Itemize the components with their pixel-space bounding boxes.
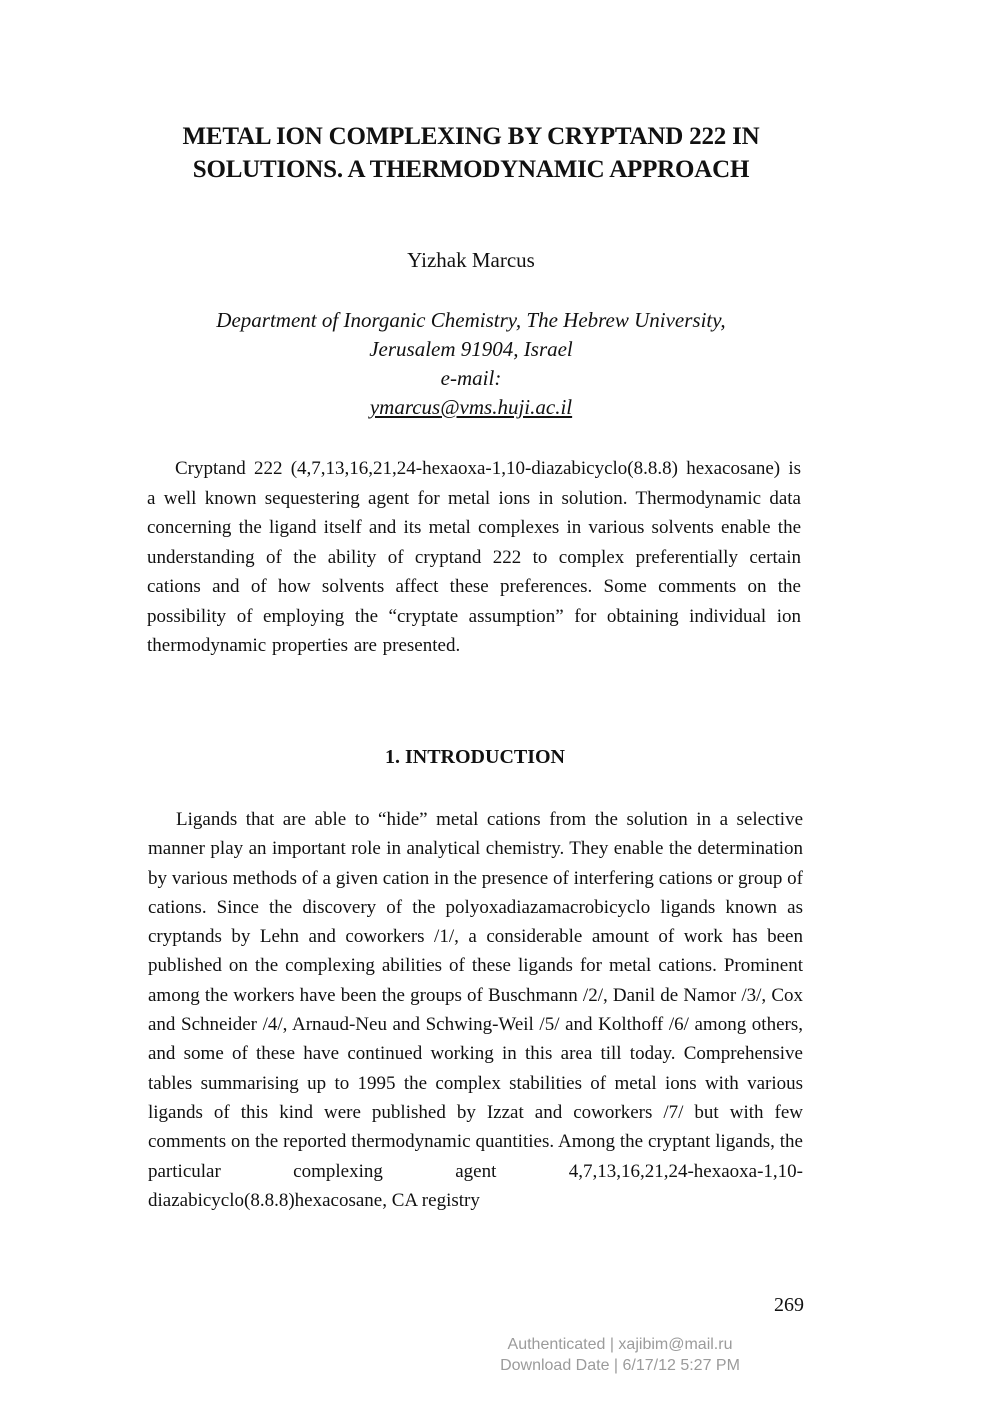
abstract-paragraph: Cryptand 222 (4,7,13,16,21,24-hexaoxa-1,10-diazabicyclo(8.8.8) hexacosane) is a well known sequestering agent for metal ions in solution. Thermodynamic data concerning the ligand itself and its metal complexes in various solvents enable the understanding of the ability of cryptand 222 to complex preferentially certain cations and of how solvents affect these preferences. Some comments on the possibility of employing the “cryptate assumption” for obtaining individual ion thermodynamic properties are presented. bbox=[147, 458, 801, 656]
affiliation bbox=[100, 306, 842, 422]
article-title bbox=[100, 120, 842, 186]
email-line bbox=[100, 364, 842, 422]
watermark-line-1: Authenticated | xajibim@mail.ru bbox=[507, 1336, 733, 1353]
watermark-line-2: Download Date | 6/17/12 5:27 PM bbox=[500, 1357, 740, 1374]
download-watermark bbox=[470, 1334, 770, 1376]
page-number: 269 bbox=[774, 1294, 804, 1316]
section-heading: 1. INTRODUCTION bbox=[384, 746, 566, 768]
title-line-1: METAL ION COMPLEXING BY CRYPTAND 222 IN bbox=[182, 123, 760, 150]
email-label: e-mail: bbox=[440, 366, 502, 390]
affiliation-line-1: Department of Inorganic Chemistry, The Hebrew University, bbox=[216, 308, 726, 332]
affiliation-line-2: Jerusalem 91904, Israel bbox=[369, 337, 573, 361]
author-name: Yizhak Marcus bbox=[407, 248, 535, 272]
email-link[interactable]: ymarcus@vms.huji.ac.il bbox=[369, 395, 573, 419]
title-line-2: SOLUTIONS. A THERMODYNAMIC APPROACH bbox=[192, 156, 750, 183]
intro-paragraph: Ligands that are able to “hide” metal cations from the solution in a selective manner play an important role in analytical chemistry. They enable the determination by various methods of a given cation in the presence of interfering cations or group of cations. Since the discovery of the polyoxadiazamacrobicyclo ligands known as cryptands by Lehn and coworkers /1/, a considerable amount of work has been published on the complexing abilities of these ligands for metal cations. Prominent among the workers have been the groups of Buschmann /2/, Danil de Namor /3/, Cox and Schneider /4/, Arnaud-Neu and Schwing-Weil /5/ and Kolthoff /6/ among others, and some of these have continued working in this area till today. Comprehensive tables summarising up to 1995 the complex stabilities of metal ions with various ligands of this kind were published by Izzat and coworkers /7/ but with few comments on the reported thermodynamic quantities. Among the cryptant ligands, the particular complexing agent 4,7,13,16,21,24-hexaoxa-1,10-diazabicyclo(8.8.8)hexacosane, CA registry bbox=[148, 809, 803, 1211]
